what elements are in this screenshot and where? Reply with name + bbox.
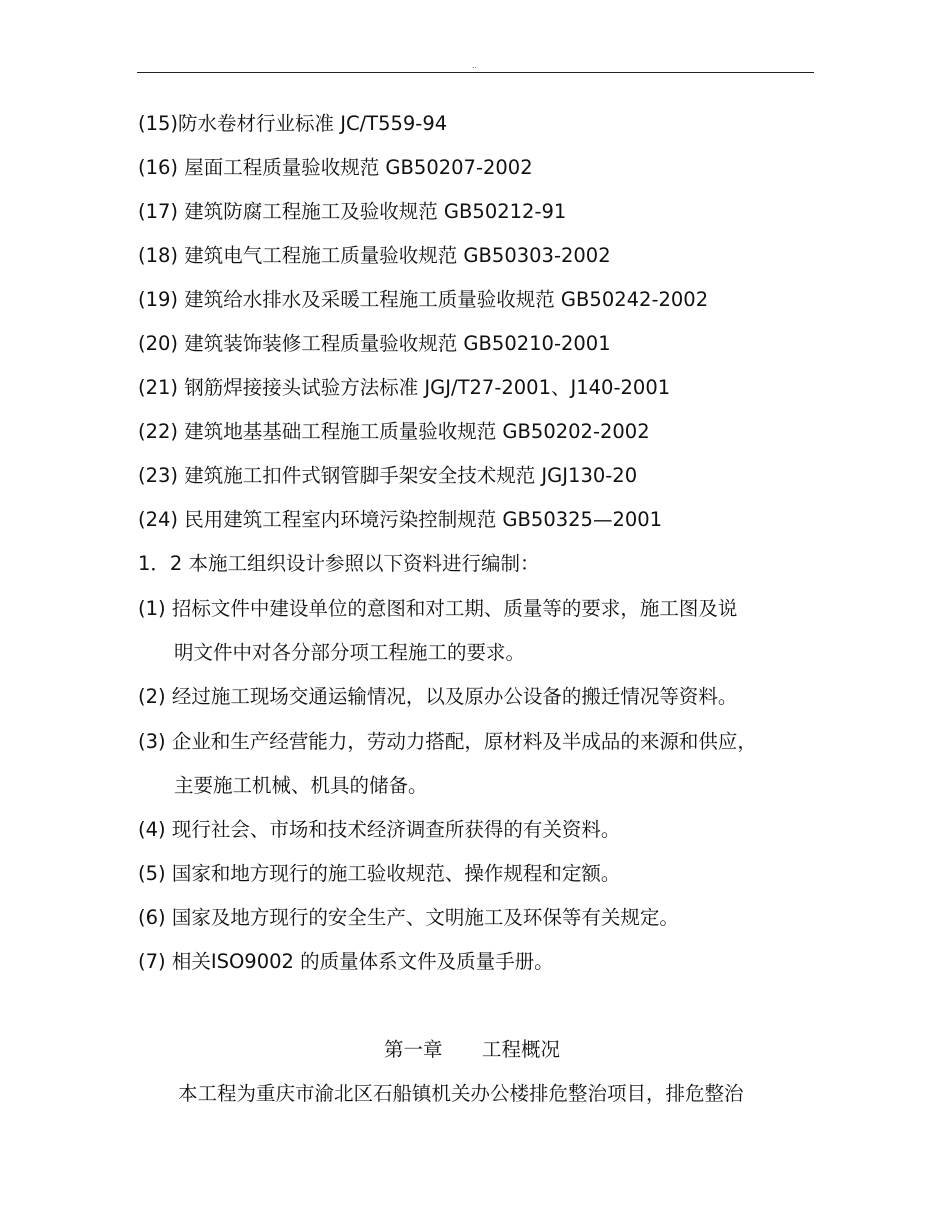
material-item-1-continued: 明文件中对各分部分项工程施工的要求。: [174, 641, 526, 664]
material-item-7: (7) 相关ISO9002 的质量体系文件及质量手册。: [138, 950, 554, 973]
standard-item-19: (19) 建筑给水排水及采暖工程施工质量验收规范 GB50242-2002: [138, 288, 709, 311]
standard-item-16: (16) 屋面工程质量验收规范 GB50207-2002: [138, 156, 533, 179]
chapter-paragraph: 本工程为重庆市渝北区石船镇机关办公楼排危整治项目，排危整治: [178, 1082, 744, 1105]
page-header-mark: ..: [472, 61, 478, 70]
material-item-4: (4) 现行社会、市场和技术经济调查所获得的有关资料。: [138, 818, 621, 841]
standard-item-21: (21) 钢筋焊接接头试验方法标准 JGJ/T27-2001、J140-2001: [138, 376, 671, 399]
standard-item-18: (18) 建筑电气工程施工质量验收规范 GB50303-2002: [138, 244, 611, 267]
standard-item-22: (22) 建筑地基基础工程施工质量验收规范 GB50202-2002: [138, 420, 650, 443]
standard-item-15: (15)防水卷材行业标准 JC/T559-94: [138, 112, 448, 135]
material-item-6: (6) 国家及地方现行的安全生产、文明施工及环保等有关规定。: [138, 906, 679, 929]
standard-item-23: (23) 建筑施工扣件式钢管脚手架安全技术规范 JGJ130-20: [138, 464, 638, 487]
standard-item-24: (24) 民用建筑工程室内环境污染控制规范 GB50325—2001: [138, 508, 663, 531]
standard-item-20: (20) 建筑装饰装修工程质量验收规范 GB50210-2001: [138, 332, 611, 355]
material-item-3-continued: 主要施工机械、机具的储备。: [174, 774, 428, 797]
chapter-number: 第一章: [384, 1038, 443, 1061]
header-rule: [137, 72, 814, 73]
material-item-5: (5) 国家和地方现行的施工验收规范、操作规程和定额。: [138, 862, 621, 885]
chapter-title: 工程概况: [482, 1038, 561, 1061]
material-item-2: (2) 经过施工现场交通运输情况，以及原办公设备的搬迁情况等资料。: [138, 685, 738, 708]
standard-item-17: (17) 建筑防腐工程施工及验收规范 GB50212-91: [138, 200, 567, 223]
section-heading: 1．2 本施工组织设计参照以下资料进行编制：: [138, 552, 540, 575]
material-item-1: (1) 招标文件中建设单位的意图和对工期、质量等的要求，施工图及说: [138, 597, 738, 620]
material-item-3: (3) 企业和生产经营能力，劳动力搭配，原材料及半成品的来源和供应，: [138, 730, 757, 753]
